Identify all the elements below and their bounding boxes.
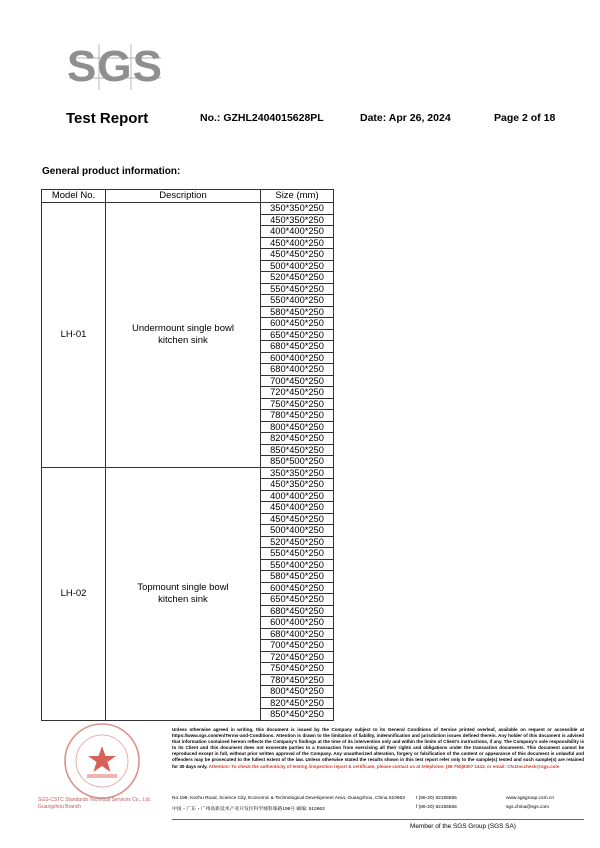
size-cell: 780*450*250 — [261, 674, 334, 686]
size-cell: 520*450*250 — [261, 272, 334, 284]
seal-caption-branch: Guangzhou Branch — [38, 804, 82, 810]
description-cell — [106, 203, 261, 468]
address-chinese: 中国・广东・广州高新技术产业开发区科学城科珠路198号 邮编: 510663 — [172, 807, 325, 812]
telephone: t (86-20) 82155555 — [416, 796, 457, 801]
table-body — [42, 203, 334, 721]
size-cell: 750*450*250 — [261, 663, 334, 675]
size-cell: 850*450*250 — [261, 444, 334, 456]
size-cell: 550*400*250 — [261, 559, 334, 571]
size-cell: 450*350*250 — [261, 479, 334, 491]
size-cell: 450*350*250 — [261, 214, 334, 226]
fax: f (86-20) 82155555 — [416, 805, 457, 810]
size-cell: 680*400*250 — [261, 364, 334, 376]
size-cell: 550*450*250 — [261, 283, 334, 295]
footer-divider — [172, 819, 584, 820]
sgs-logo — [67, 44, 163, 90]
size-cell: 850*450*250 — [261, 709, 334, 721]
size-cell: 450*450*250 — [261, 513, 334, 525]
size-cell: 750*450*250 — [261, 398, 334, 410]
description-line: kitchen sink — [158, 593, 208, 605]
description-line: kitchen sink — [158, 334, 208, 346]
size-cell: 820*450*250 — [261, 433, 334, 445]
email[interactable]: sgs.china@sgs.com — [506, 805, 549, 810]
table-row — [42, 203, 334, 215]
description-line: Topmount single bowl — [137, 581, 229, 593]
size-cell: 800*450*250 — [261, 421, 334, 433]
size-cell: 800*450*250 — [261, 686, 334, 698]
size-cell: 720*450*250 — [261, 651, 334, 663]
size-cell: 550*400*250 — [261, 295, 334, 307]
size-cell: 600*450*250 — [261, 582, 334, 594]
size-cell: 520*450*250 — [261, 536, 334, 548]
size-cell: 680*400*250 — [261, 628, 334, 640]
description-cell — [106, 467, 261, 720]
model-cell: LH-01 — [42, 203, 106, 468]
size-cell: 650*450*250 — [261, 329, 334, 341]
size-cell: 600*400*250 — [261, 617, 334, 629]
size-cell: 600*400*250 — [261, 352, 334, 364]
header-size: Size (mm) — [261, 190, 334, 203]
section-title: General product information: — [42, 166, 181, 177]
address-english: No.198, Kezhu Road, Science City, Economic & Technological Development Area, Guangzhou, China 510663 — [172, 796, 405, 801]
size-cell: 650*450*250 — [261, 594, 334, 606]
size-cell: 780*450*250 — [261, 410, 334, 422]
header-model: Model No. — [42, 190, 106, 203]
seal-caption: SGS-CSTC Standards Technical Services Co., Ltd. — [38, 797, 152, 803]
size-cell: 400*400*250 — [261, 226, 334, 238]
size-cell: 720*450*250 — [261, 387, 334, 399]
product-info-table — [41, 189, 334, 721]
size-cell: 500*400*250 — [261, 260, 334, 272]
disclaimer-text: Unless otherwise agreed in writing, this document is issued by the Company subject to its General Conditions of Service printed overleaf, available on request or accessible at https://www.sgs.com/en/Terms-and-Conditions. Attention is drawn to the limitation of liability, indemnification and jurisdiction issues defined therein. Any holder of this document is advised that information contained hereon reflects the Company's findings at the time of its intervention only and within the limits of Client's instructions, if any. The Company's sole responsibility is to its Client and this document does not exonerate parties to a transaction from exercising all their rights and obligations under the transaction documents. This document cannot be reproduced except in full, without prior written approval of the Company. Any unauthorized alteration, forgery or falsification of the content or appearance of this document is unlawful and offenders may be prosecuted to the fullest extent of the law. Unless otherwise stated the results shown in this test report refer only to the sample(s) tested and such sample(s) are retained for 30 days only. — [172, 727, 584, 769]
size-cell: 350*350*250 — [261, 467, 334, 479]
size-cell: 450*400*250 — [261, 502, 334, 514]
size-cell: 820*450*250 — [261, 697, 334, 709]
report-number: No.: GZHL2404015628PL — [200, 112, 324, 124]
size-cell: 700*450*250 — [261, 640, 334, 652]
table-row — [42, 467, 334, 479]
table-header-row — [42, 190, 334, 203]
description-line: Undermount single bowl — [132, 322, 234, 334]
size-cell: 680*450*250 — [261, 341, 334, 353]
report-title: Test Report — [66, 110, 149, 127]
size-cell: 550*450*250 — [261, 548, 334, 560]
size-cell: 580*450*250 — [261, 571, 334, 583]
size-cell: 450*400*250 — [261, 237, 334, 249]
report-date: Date: Apr 26, 2024 — [360, 112, 451, 124]
inspection-seal — [63, 722, 141, 800]
size-cell: 700*450*250 — [261, 375, 334, 387]
member-line: Member of the SGS Group (SGS SA) — [410, 823, 516, 830]
size-cell: 600*450*250 — [261, 318, 334, 330]
size-cell: 350*350*250 — [261, 203, 334, 215]
page-indicator: Page 2 of 18 — [494, 112, 556, 124]
size-cell: 680*450*250 — [261, 605, 334, 617]
authenticity-notice: Attention: To check the authenticity of testing /inspection report & certificate, please contact us at telephone: (86-755)8307 1443, or email: CN.Doccheck@sgs.com — [208, 763, 560, 769]
footer-disclaimer — [172, 727, 584, 770]
model-cell: LH-02 — [42, 467, 106, 720]
website[interactable]: www.sgsgroup.com.cn — [506, 796, 554, 801]
size-cell: 580*450*250 — [261, 306, 334, 318]
sgs-logo-text: SGS — [67, 42, 163, 91]
header-description: Description — [106, 190, 261, 203]
size-cell: 450*450*250 — [261, 249, 334, 261]
size-cell: 400*400*250 — [261, 490, 334, 502]
size-cell: 850*500*250 — [261, 456, 334, 468]
size-cell: 500*400*250 — [261, 525, 334, 537]
